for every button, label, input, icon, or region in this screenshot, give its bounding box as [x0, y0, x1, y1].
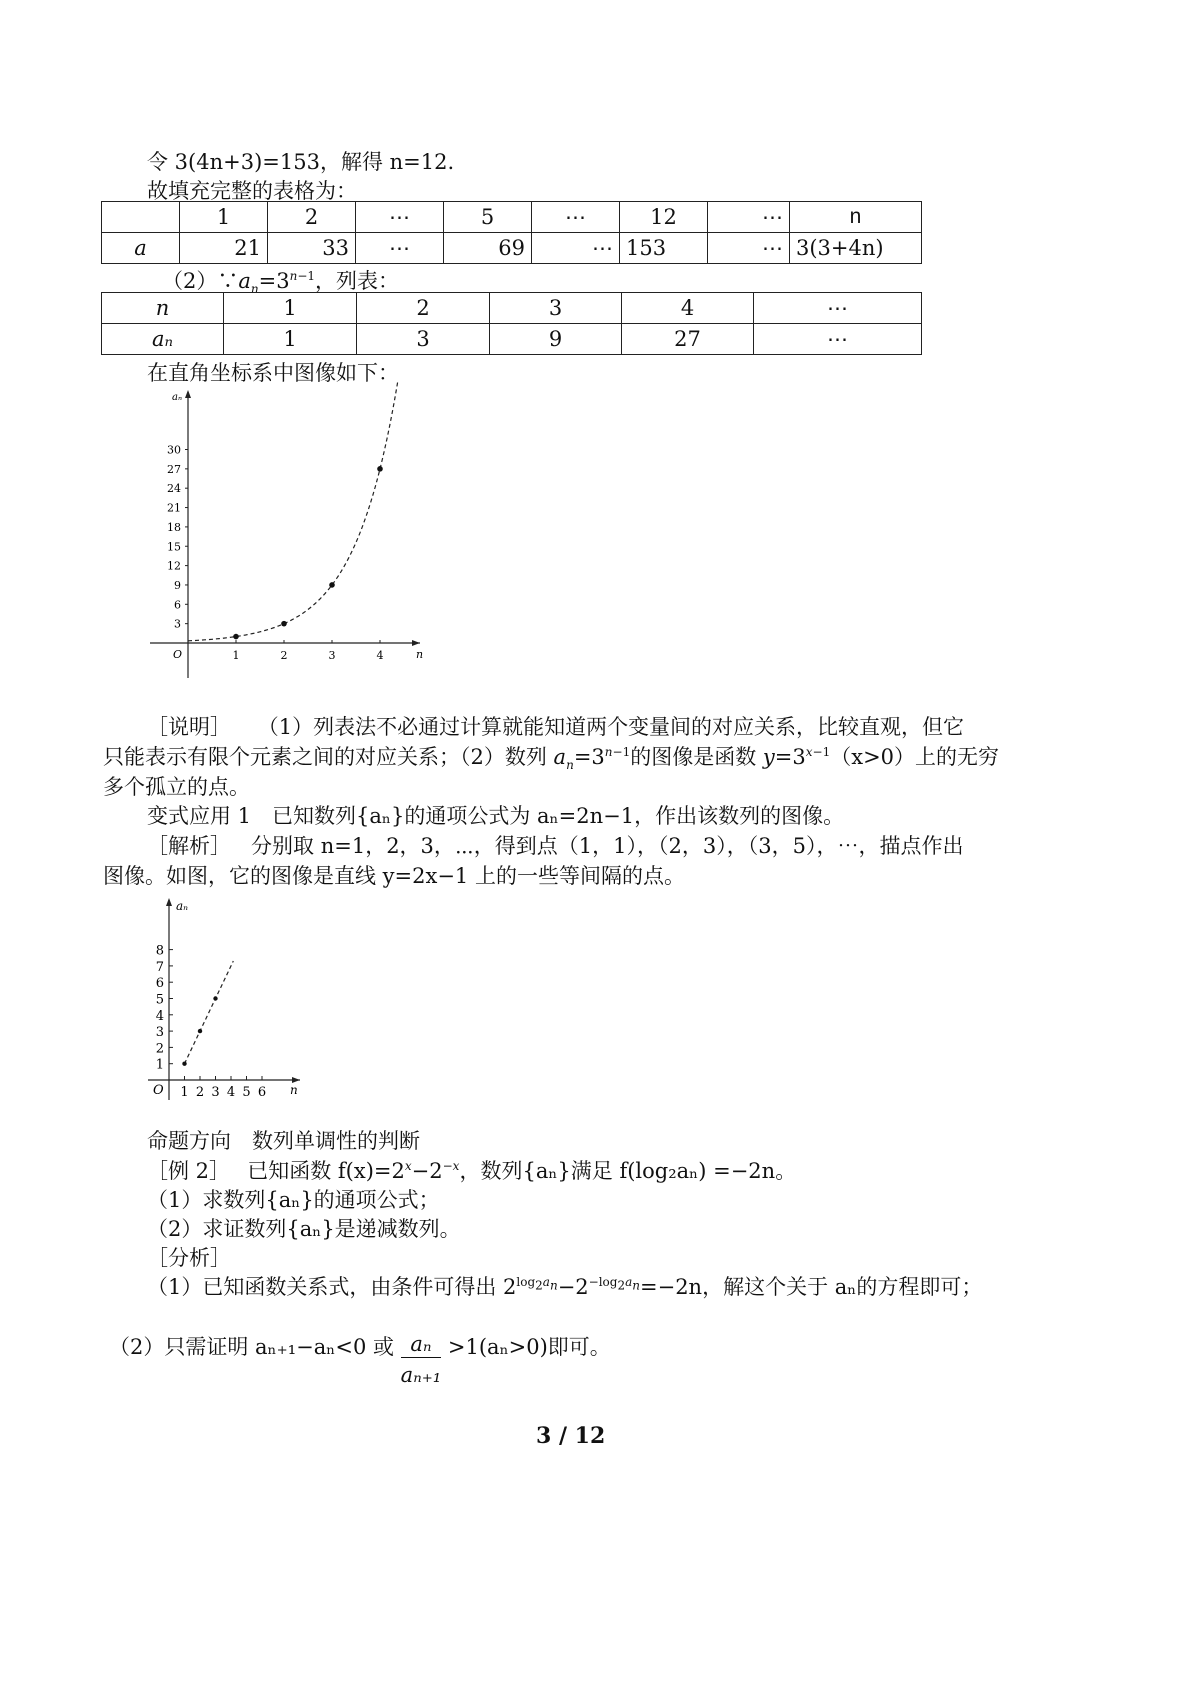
- table-cell: 2: [357, 293, 490, 324]
- y-axis-label: aₙ: [172, 392, 183, 403]
- data-point: [233, 634, 239, 640]
- y-tick-label: 12: [167, 559, 181, 573]
- y-tick-label: 3: [174, 617, 181, 631]
- data-point: [377, 466, 383, 472]
- data-point: [281, 621, 287, 627]
- y-tick-label: 2: [155, 1041, 164, 1057]
- dashed-curve: [188, 380, 402, 641]
- table-cell: ⋯: [356, 202, 444, 233]
- analysis-line-2: （2）只需证明 aₙ₊₁−aₙ<0 或 $\frac{\text{aₙ}}{\text{aₙ₊₁}}$ >1(aₙ>0)即可。: [109, 1318, 611, 1379]
- y-tick-label: 4: [155, 1008, 164, 1024]
- table-cell: 5: [444, 202, 532, 233]
- linear-chart: [140, 890, 320, 1110]
- y-tick-label: 8: [155, 943, 164, 959]
- y-tick-label: 5: [155, 992, 164, 1008]
- x-tick-label: 1: [232, 649, 240, 662]
- y-tick-label: 30: [167, 443, 181, 457]
- x-axis-arrow: [412, 640, 420, 646]
- table-cell: aₙ: [102, 324, 224, 355]
- example-2: ［例 2］ 已知函数 $f(x)=2^x-2^{-x}$，数列{aₙ}满足 f(log₂aₙ) =−2n。: [147, 1159, 797, 1183]
- table-cell: ⋯: [532, 233, 620, 264]
- y-tick-label: 9: [174, 578, 181, 592]
- proposition-heading: 命题方向 数列单调性的判断: [147, 1129, 420, 1153]
- y-axis-arrow: [185, 390, 191, 398]
- solution-line-1: 令 3(4n+3)=153，解得 n=12.: [147, 150, 455, 174]
- exponential-chart: [140, 380, 440, 680]
- table-cell: a: [102, 233, 180, 264]
- page-number: 3 / 12: [536, 1423, 606, 1449]
- filled-table: [101, 201, 922, 264]
- table-cell: ⋯: [356, 233, 444, 264]
- table-cell: 3: [357, 324, 490, 355]
- table-cell: 2: [268, 202, 356, 233]
- table2-intro: $(2)\because a_n=3^{n-1}$，列表：: [162, 269, 400, 297]
- table-cell: 153: [620, 233, 708, 264]
- x-tick-label: 5: [242, 1085, 251, 1100]
- table-cell: 69: [444, 233, 532, 264]
- table-cell: ⋯: [708, 202, 790, 233]
- question-1: （1）求数列{aₙ}的通项公式；: [147, 1188, 440, 1212]
- table-cell: ⋯: [708, 233, 790, 264]
- origin-label: O: [153, 1083, 164, 1098]
- note-line-2: 只能表示有限个元素之间的对应关系；（2）数列 $a_n=3^{n-1}$的图像是函数 $y=3^{x-1}(x>0)$上的无穷: [103, 745, 1000, 773]
- table-cell: 1: [180, 202, 268, 233]
- table-row: [102, 233, 922, 264]
- data-point: [329, 582, 335, 588]
- table-cell: ⋯: [754, 324, 922, 355]
- fraction: $\frac{\text{aₙ}}{\text{aₙ₊₁}}$: [400, 1332, 442, 1387]
- graph-intro: 在直角坐标系中图像如下：: [147, 361, 399, 385]
- x-tick-label: 1: [180, 1085, 189, 1100]
- solution-line-a: ［解析］ 分别取 n=1，2，3，⋯，得到点（1，1），（2，3），（3，5），⋯，描点作出: [147, 834, 964, 858]
- y-tick-label: 27: [167, 462, 181, 476]
- analysis-line-1: （1）已知函数关系式，由条件可得出 $2^{log_2a_n}-2^{-log_2a_n}=-2n$，解这个关于 aₙ的方程即可；: [147, 1275, 983, 1299]
- table-cell: 33: [268, 233, 356, 264]
- data-point: [182, 1062, 186, 1066]
- table-cell: n: [790, 202, 922, 233]
- table-cell: 1: [224, 324, 357, 355]
- x-tick-label: 3: [211, 1085, 220, 1100]
- y-tick-label: 15: [167, 540, 181, 554]
- y-tick-label: 18: [167, 520, 181, 534]
- x-axis-label: n: [290, 1083, 298, 1097]
- x-tick-label: 4: [376, 649, 384, 662]
- y-axis-arrow: [166, 898, 172, 906]
- table-cell: ⋯: [754, 293, 922, 324]
- x-tick-label: 4: [226, 1085, 236, 1100]
- note-line-3: 多个孤立的点。: [103, 775, 250, 799]
- table-cell: 1: [224, 293, 357, 324]
- table-cell: n: [102, 293, 224, 324]
- variant-title: 变式应用 1 已知数列{aₙ}的通项公式为 aₙ=2n−1，作出该数列的图像。: [147, 804, 845, 828]
- y-tick-label: 1: [155, 1057, 164, 1073]
- table-cell: 3(3+4n): [790, 233, 922, 264]
- y-tick-label: 24: [167, 482, 181, 496]
- y-tick-label: 6: [174, 598, 181, 612]
- table-cell: 3: [490, 293, 622, 324]
- y-axis-label: aₙ: [176, 899, 189, 913]
- sequence-table: [101, 292, 922, 355]
- question-2: （2）求证数列{aₙ}是递减数列。: [147, 1217, 461, 1241]
- x-axis-label: n: [416, 648, 424, 661]
- origin-label: O: [173, 648, 183, 661]
- note-line-1: ［说明］ （1）列表法不必通过计算就能知道两个变量间的对应关系，比较直观，但它: [147, 715, 965, 739]
- solution-line-b: 图像。如图，它的图像是直线 y=2x−1 上的一些等间隔的点。: [103, 864, 685, 888]
- table-row: [102, 324, 922, 355]
- solution-line-2: 故填充完整的表格为：: [147, 179, 357, 203]
- data-point: [198, 1029, 202, 1033]
- table-cell: 9: [490, 324, 622, 355]
- table-cell: 4: [622, 293, 754, 324]
- table-cell: 12: [620, 202, 708, 233]
- table-cell: 21: [180, 233, 268, 264]
- y-tick-label: 3: [155, 1025, 164, 1041]
- y-tick-label: 21: [167, 501, 181, 515]
- x-tick-label: 2: [195, 1085, 205, 1100]
- table-row: [102, 202, 922, 233]
- x-tick-label: 2: [280, 649, 288, 662]
- data-point: [213, 996, 217, 1000]
- table-cell: ⋯: [532, 202, 620, 233]
- analysis-tag: ［分析］: [147, 1246, 231, 1270]
- x-tick-label: 6: [257, 1085, 267, 1100]
- dashed-line: [185, 961, 234, 1064]
- table-cell: [102, 202, 180, 233]
- x-tick-label: 3: [328, 649, 336, 662]
- table-cell: 27: [622, 324, 754, 355]
- y-tick-label: 6: [155, 976, 164, 992]
- y-tick-label: 7: [155, 959, 164, 975]
- table-row: [102, 293, 922, 324]
